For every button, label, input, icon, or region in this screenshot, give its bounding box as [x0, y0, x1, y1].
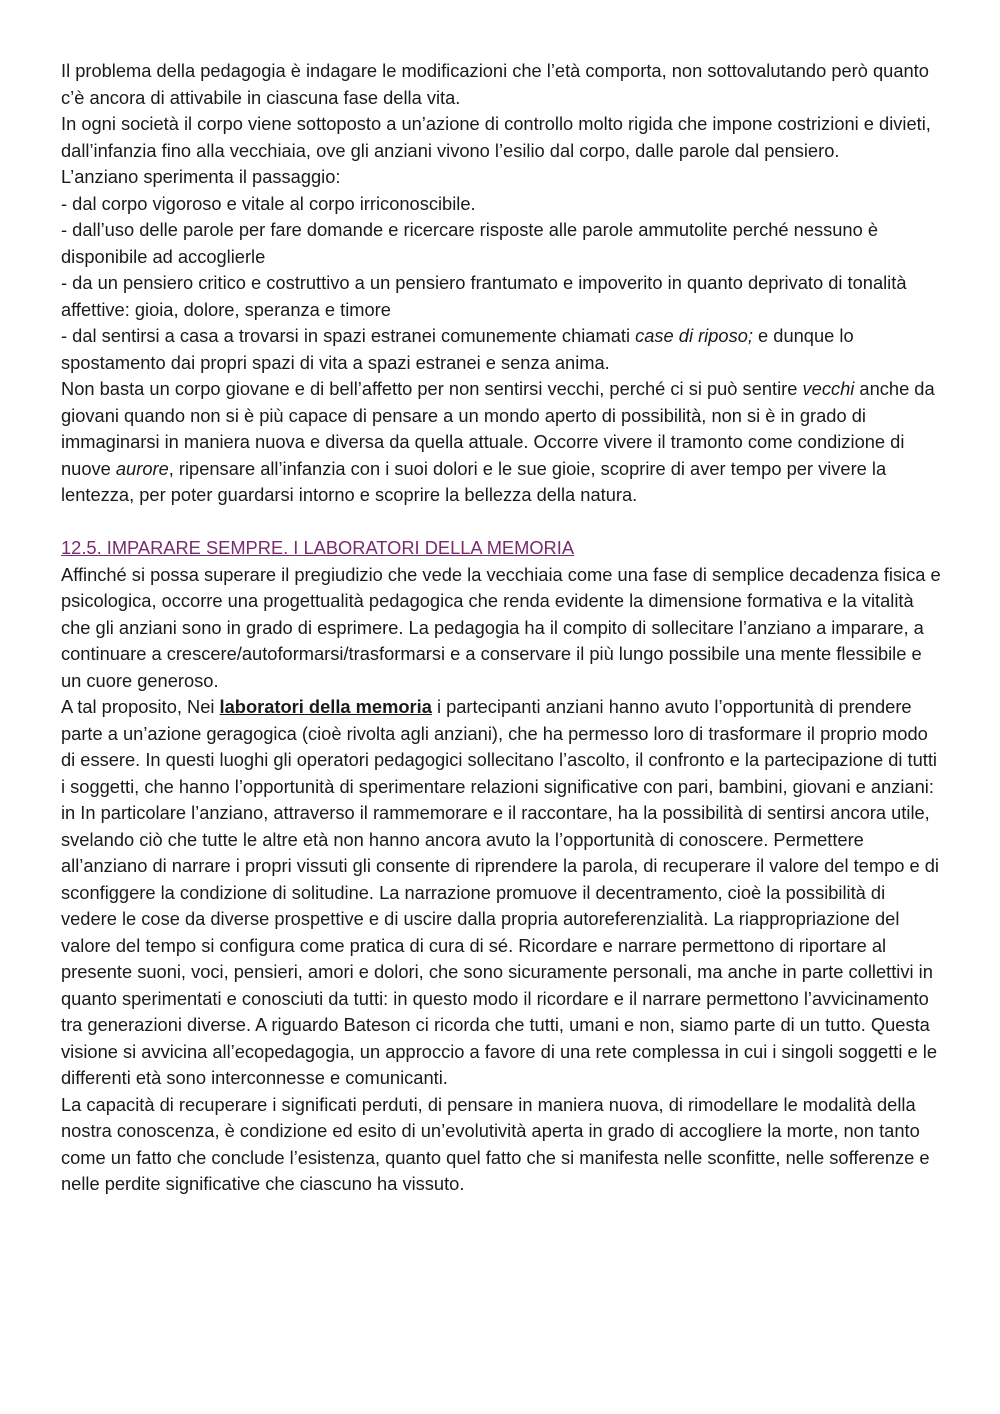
paragraph: Affinché si possa superare il pregiudizio che vede la vecchiaia come una fase di semplice decadenza fisica e psicologica, occorre una progettualità pedagogica che renda evidente la dimensione formativa e la vitalità che gli anziani sono in grado di esprimere. La pedagogia ha il compito di sollecitare l’anziano a imparare, a continuare a crescere/autoformarsi/trasformarsi e a conservare il più lungo possibile una mente flessibile e un cuore generoso.	[61, 563, 941, 691]
list-item: - da un pensiero critico e costruttivo a un pensiero frantumato e impoverito in quanto deprivato di tonalità affettive: gioia, dolore, speranza e timore	[61, 272, 907, 320]
bold-underlined-text: laboratori della memoria	[219, 696, 432, 717]
text-run: e dunque lo spostamento dai propri spazi di vita a spazi estranei e senza anima.	[61, 325, 854, 373]
text-run: A tal proposito, Nei	[61, 696, 220, 717]
list-item: - dall’uso delle parole per fare domande e ricercare risposte alle parole ammutolite perché nessuno è disponibile ad accoglierle	[61, 219, 879, 267]
text-run: , ripensare all’infanzia con i suoi dolori e le sue gioie, scoprire di aver tempo per vivere la lentezza, per poter guardarsi intorno e scoprire la bellezza della natura.	[61, 457, 887, 505]
list-item: - dal corpo vigoroso e vitale al corpo irriconoscibile.	[61, 192, 476, 214]
paragraph: L’anziano sperimenta il passaggio:	[61, 166, 341, 187]
text-run: - dal sentirsi a casa a trovarsi in spazi estranei comunemente chiamati	[61, 325, 636, 346]
italic-text: case di riposo;	[635, 325, 753, 346]
text-run: Non basta un corpo giovane e di bell’affetto per non sentirsi vecchi, perché ci si può sentire	[61, 378, 803, 399]
paragraph	[61, 376, 941, 509]
text-run: i partecipanti anziani hanno avuto l’opportunità di prendere parte a un’azione geragogica (cioè rivolta agli anziani), che ha permesso loro di trasformare il proprio modo di essere. In questi luoghi gli operatori pedagogici sollecitano l’ascolto, il confronto e la partecipazione di tutti i soggetti, che hanno l’opportunità di sperimentare relazioni significative con pari, bambini, giovani e anziani: in In particolare l’anziano, attraverso il rammemorare e il raccontare, ha la possibilità di sentirsi ancora utile, svelando ciò che tutte le altre età non hanno ancora avuto la l’opportunità di conoscere. Permettere all’anziano di narrare i propri vissuti gli consente di riprendere la parola, di recuperare il valore del tempo e di sconfiggere la condizione di solitudine. La narrazione promuove il decentramento, cioè la possibilità di vedere le cose da diverse prospettive e di uscire dalla propria autoreferenzialità. La riappropriazione del valore del tempo si configura come pratica di cura di sé. Ricordare e narrare permettono di riportare al presente suoni, voci, pensieri, amori e dolori, che sono sicuramente personali, ma anche in parte collettivi in quanto sperimentati e conosciuti da tutti: in questo modo il ricordare e il narrare permettono l’avvicinamento tra generazioni diverse. A riguardo Bateson ci ricorda che tutti, umani e non, siamo parte di un tutto. Questa visione si avvicina all’ecopedagogia, un approccio a favore di una rete complessa in cui i singoli soggetti e le differenti età sono interconnesse e comunicanti.	[61, 696, 939, 1088]
section-heading: 12.5. IMPARARE SEMPRE. I LABORATORI DELLA MEMORIA	[61, 537, 575, 558]
paragraph: Il problema della pedagogia è indagare le modificazioni che l’età comporta, non sottovalutando però quanto c’è ancora di attivabile in ciascuna fase della vita.	[61, 60, 929, 108]
paragraph: In ogni società il corpo viene sottoposto a un’azione di controllo molto rigida che impone costrizioni e divieti, dall’infanzia fino alla vecchiaia, ove gli anziani vivono l’esilio dal corpo, dalle parole dal pensiero.	[61, 113, 931, 161]
list-item	[61, 323, 941, 376]
italic-text: aurore	[115, 457, 169, 479]
paragraph: La capacità di recuperare i significati perduti, di pensare in maniera nuova, di rimodellare le modalità della nostra conoscenza, è condizione ed esito di un’evolutività aperta in grado di accogliere la morte, non tanto come un fatto che conclude l’esistenza, quanto quel fatto che si manifesta nelle sconfitte, nelle sofferenze e nelle perdite significative che ciascuno ha vissuto.	[61, 1093, 930, 1194]
document-page	[61, 58, 941, 1198]
paragraph	[61, 694, 941, 1092]
text-run: anche da giovani quando non si è più capace di pensare a un mondo aperto di possibilità, non si è in grado di immaginarsi in maniera nuova e diversa da quella attuale. Occorre vivere il tramonto come condizione di nuove	[61, 378, 935, 479]
paragraph-gap	[61, 509, 941, 536]
italic-text: vecchi	[802, 378, 855, 399]
